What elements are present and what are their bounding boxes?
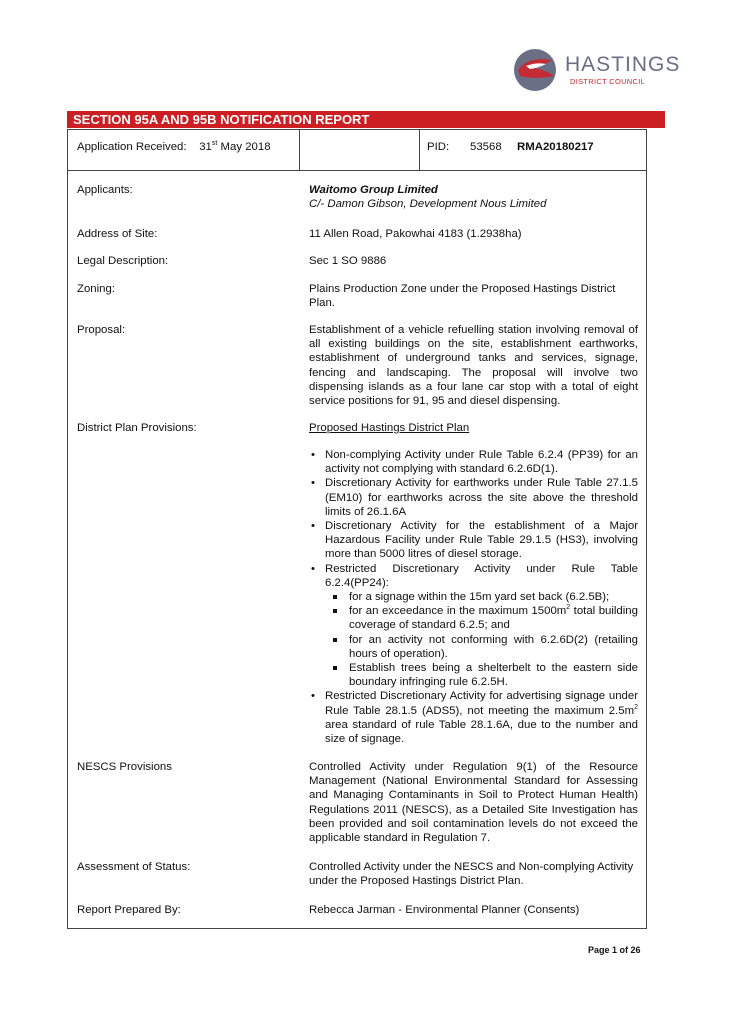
bullet-text: Non-complying Activity under Rule Table 6.2.4 (PP39) for an activity not complying with standard 6.2.6D(1).	[325, 449, 638, 476]
header-divider-1	[299, 129, 300, 171]
bullet-text: Discretionary Activity for the establishment of a Major Hazardous Facility under Rule Table 29.1.5 (HS3), involving more than 5000 litres of diesel storage.	[325, 520, 638, 561]
report-title: SECTION 95A AND 95B NOTIFICATION REPORT	[73, 112, 370, 127]
table-bottom-border	[67, 928, 647, 929]
address-value: 11 Allen Road, Pakowhai 4183 (1.2938ha)	[309, 228, 522, 240]
page-number: Page 1 of 26	[588, 945, 641, 955]
sub-bullets	[325, 590, 638, 689]
sub-list-item	[325, 633, 638, 661]
sub-bullet-text-total: total	[570, 605, 596, 618]
status-value: Controlled Activity under the NESCS and Non-complying Activity under the Proposed Hastings District Plan.	[309, 861, 634, 888]
sub-bullet-text: for a signage within the 15m yard set back (6.2.5B);	[349, 591, 610, 604]
sub-list-item	[325, 661, 638, 689]
prepared-value: Rebecca Jarman - Environmental Planner (Consents)	[309, 904, 580, 916]
district-plan-heading: Proposed Hastings District Plan	[309, 422, 470, 434]
address-label: Address of Site:	[77, 228, 158, 240]
applicant-agent: C/- Damon Gibson, Development Nous Limited	[309, 198, 547, 210]
list-item: • Non-complying Activity under Rule Table 6.2.4 (PP39) for an activity not complying with standard 6.2.6D(1).	[311, 449, 638, 476]
list-item: • Restricted Discretionary Activity under Rule Table 6.2.4(PP24): for a signage within the 15m yard set back (6.2.5B); for an exceedance in the maximum $1500m^2$ total building coverage of standard 6.2.5; and for an activity not conforming with 6.2.6D(2) (retailing hours of operation). Establish trees being a shelterbelt to the eastern side boundary infringing rule 6.2.5H.	[311, 562, 638, 689]
sub-bullet-text: for an activity not conforming with 6.2.6D(2) (retailing hours of operation).	[349, 633, 638, 660]
logo-subtitle: DISTRICT COUNCIL	[570, 77, 646, 86]
district-plan-label: District Plan Provisions:	[77, 422, 197, 434]
received-day: 31	[199, 141, 212, 153]
bullet-text-cont: area standard of rule Table 28.1.6A, due to the number and size of signage.	[325, 718, 638, 746]
sub-bullet-text-cont: building coverage of standard 6.2.5; and	[349, 605, 638, 632]
bullet-text: Restricted Discretionary Activity for advertising signage under Rule Table 28.1.5 (ADS5), not meeting the maximum 2.5m	[325, 690, 638, 717]
nescs-value: Controlled Activity under Regulation 9(1) of the Resource Management (National Environmental Standard for Assessing and Managing Contaminants in Soil to Protect Human Health) Regulations 2011 (NESCS), as a Detailed Site Investigation has been provided and soil contamination levels do not exceed the applicable standard in Regulation 7.	[309, 761, 638, 845]
prepared-label: Report Prepared By:	[77, 904, 181, 916]
council-emblem-icon	[512, 46, 560, 94]
applicants-label: Applicants:	[77, 184, 133, 196]
superscript-2: 2	[566, 604, 571, 612]
list-item: • Discretionary Activity for the establishment of a Major Hazardous Facility under Rule Table 29.1.5 (HS3), involving more than 5000 litres of diesel storage.	[311, 520, 638, 561]
nescs-label: NESCS Provisions	[77, 761, 172, 773]
rma-number: RMA20180217	[517, 141, 594, 153]
header-divider-2	[419, 129, 420, 171]
pid-cell	[427, 140, 449, 154]
status-label: Assessment of Status:	[77, 861, 191, 873]
zoning-label: Zoning:	[77, 283, 115, 295]
table-right-border	[646, 129, 647, 929]
sub-list-item	[325, 590, 638, 604]
hastings-logo	[512, 46, 687, 96]
superscript-2: 2	[634, 703, 638, 711]
zoning-value: Plains Production Zone under the Proposed Hastings District Plan.	[309, 283, 616, 310]
list-item: • Restricted Discretionary Activity for advertising signage under Rule Table 28.1.5 (ADS5), not meeting the maximum $2.5m^2$ area standard of rule Table 28.1.6A, due to the number and size of signage.	[311, 690, 638, 746]
sub-list-item	[325, 604, 638, 632]
header-row-divider	[67, 170, 647, 171]
received-cell	[77, 140, 271, 154]
sub-bullet-text: Establish trees being a shelterbelt to the eastern side boundary infringing rule 6.2.5H.	[349, 662, 638, 689]
received-suffix: st	[211, 140, 218, 148]
received-month-year: May 2018	[220, 141, 271, 153]
proposal-label: Proposal:	[77, 324, 126, 336]
legal-label: Legal Description:	[77, 255, 169, 267]
legal-value: Sec 1 SO 9886	[309, 255, 387, 267]
bullet-text: Discretionary Activity for earthworks under Rule Table 27.1.5 (EM10) for earthworks across the site above the threshold limits of 26.1.6A	[325, 477, 638, 518]
logo-name: HASTINGS	[565, 53, 681, 76]
district-plan-bullets	[309, 448, 638, 746]
received-label: Application Received:	[77, 141, 187, 153]
bullet-text: Restricted Discretionary Activity under Rule Table 6.2.4(PP24):	[325, 562, 638, 589]
pid-label: PID:	[427, 141, 450, 153]
applicant-name: Waitomo Group Limited	[309, 184, 438, 196]
sub-bullet-text: for an exceedance in the maximum 1500m	[349, 605, 567, 618]
table-left-border	[67, 129, 68, 929]
report-banner	[67, 111, 665, 128]
table-top-border	[67, 129, 647, 130]
proposal-value: Establishment of a vehicle refuelling station involving removal of all existing buildings on the site, establishment earthworks, establishment of underground tanks and services, signage, fencing and landscaping. The proposal will involve two dispensing islands as a four lane car stop with a total of eight service positions for 91, 95 and diesel dispensing.	[309, 324, 638, 408]
pid-value: 53568	[470, 141, 502, 153]
list-item: • Discretionary Activity for earthworks under Rule Table 27.1.5 (EM10) for earthworks across the site above the threshold limits of 26.1.6A	[311, 477, 638, 518]
